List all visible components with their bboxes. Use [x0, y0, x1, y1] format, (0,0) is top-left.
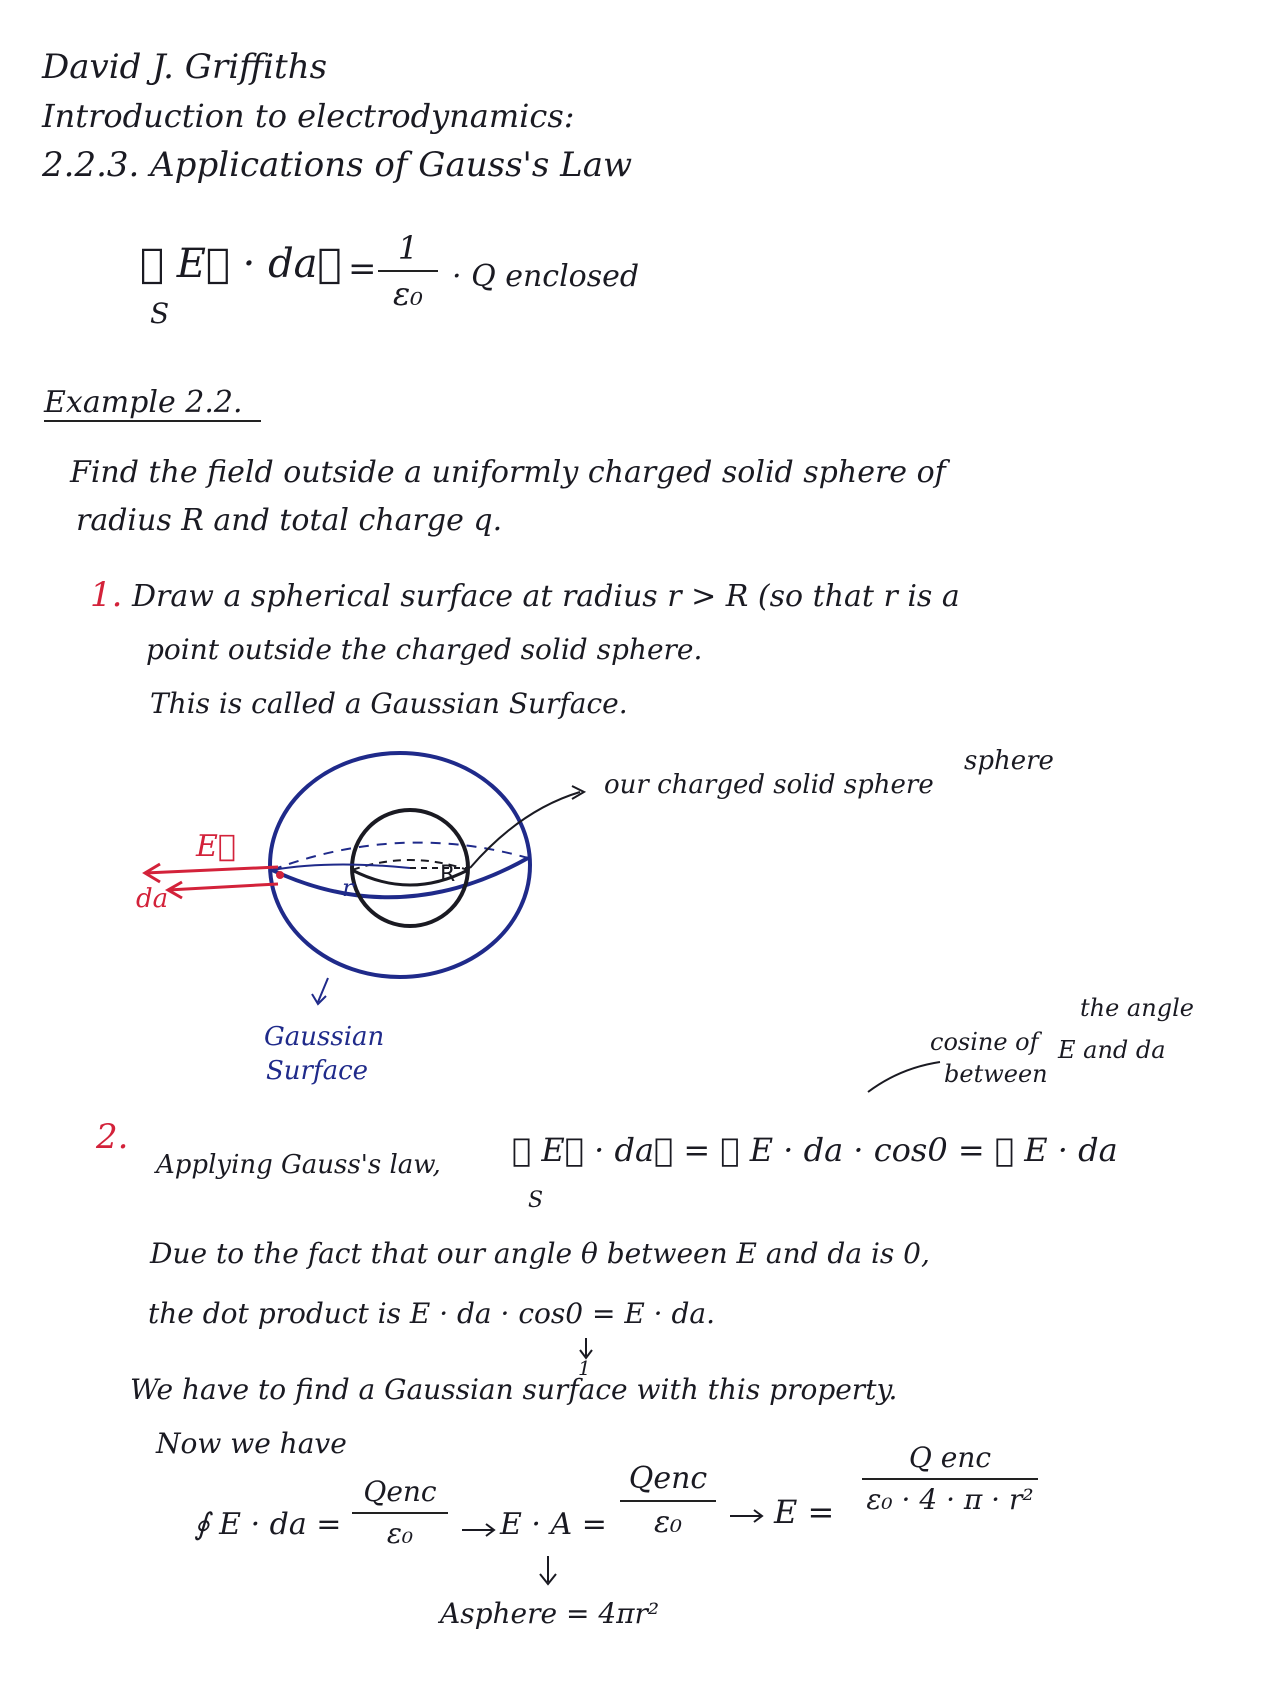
da-vector-label: da [136, 884, 169, 914]
sphere-note: our charged solid sphere [604, 770, 934, 800]
step-2-equation: ∮ E⃗ · da⃗ = ∮ E · da · cos0 = ∮ E · da [512, 1131, 1118, 1169]
cosine-note-2: cosine of [930, 1028, 1039, 1056]
cosine-note-1: the angle [1080, 994, 1194, 1022]
fraction-bar [862, 1478, 1038, 1480]
step-1-number: 1. [90, 575, 123, 615]
arrow-value: 1 [578, 1356, 591, 1380]
final-arrow-2 [730, 1510, 762, 1522]
example-line-1: Find the field outside a uniformly charged solid sphere of [70, 455, 946, 490]
step-2-applying: Applying Gauss's law, [156, 1150, 441, 1180]
gaussian-equator [272, 858, 528, 897]
da-vector [168, 884, 278, 890]
example-title: Example 2.2. [44, 388, 261, 422]
step-1-line-2: point outside the charged solid sphere. [146, 633, 703, 666]
author-line: David J. Griffiths [42, 47, 328, 87]
step-1-line-1: Draw a spherical surface at radius r > R (so that r is a [132, 579, 960, 614]
final-fraction-3 [862, 1441, 1038, 1516]
gaussian-label-line-2: Surface [266, 1056, 369, 1086]
final-f1-denominator: ε₀ [386, 1517, 414, 1550]
cosine-note-arrow [868, 1062, 940, 1092]
final-f3-denominator: ε₀ · 4 · π · r² [866, 1483, 1034, 1516]
radius-r-line [272, 864, 410, 870]
E-vector-label: E⃗ [196, 829, 236, 864]
explanation-line-3: We have to find a Gaussian surface with this property. [130, 1373, 898, 1406]
gauss-law-lhs-sub: S [150, 297, 170, 330]
step-2-equation-sub: S [528, 1188, 544, 1213]
gauss-law-equals: = [348, 249, 377, 289]
cosine-note-3: E and da [1058, 1036, 1166, 1064]
radius-r-label: r [342, 874, 354, 902]
explanation-line-4: Now we have [156, 1427, 347, 1460]
sphere-word: sphere [964, 746, 1054, 776]
explanation-line-1: Due to the fact that our angle θ between E and da is 0, [150, 1237, 930, 1270]
gauss-law-denominator: ε₀ [393, 275, 423, 313]
gaussian-label-line-1: Gaussian [264, 1022, 385, 1052]
cosine-note-4: between [944, 1060, 1048, 1088]
example-line-2: radius R and total charge q. [76, 503, 503, 538]
final-f1-numerator: Qenc [363, 1475, 437, 1508]
gauss-law-numerator: 1 [397, 229, 419, 267]
section-heading: 2.2.3. Applications of Gauss's Law [42, 145, 633, 185]
final-f2-denominator: ε₀ [653, 1505, 683, 1540]
gauss-law-lhs: ∮ E⃗ · da⃗ [140, 241, 342, 287]
explanation-line-2: the dot product is E · da · cos0 = E · da. [148, 1297, 715, 1330]
fraction-bar [352, 1512, 448, 1514]
final-arrow-1 [462, 1524, 494, 1536]
step-2-number: 2. [96, 1117, 129, 1157]
final-lhs: ∮ E · da = [194, 1507, 342, 1542]
final-result: E = [774, 1493, 835, 1531]
final-fraction-1 [352, 1475, 448, 1550]
final-f2-numerator: Qenc [628, 1461, 708, 1496]
fraction-bar [620, 1500, 716, 1502]
gauss-law-rhs: · Q enclosed [452, 259, 640, 294]
radius-R-label: R [440, 862, 456, 887]
surface-point [276, 871, 284, 879]
final-f3-numerator: Q enc [908, 1441, 992, 1474]
step-1-line-3: This is called a Gaussian Surface. [150, 687, 628, 720]
sphere-area: Asphere = 4πr² [440, 1597, 660, 1630]
final-mid: E · A = [500, 1507, 607, 1542]
book-title: Introduction to electrodynamics: [42, 97, 575, 135]
E-vector [145, 867, 278, 873]
final-fraction-2 [620, 1461, 716, 1540]
